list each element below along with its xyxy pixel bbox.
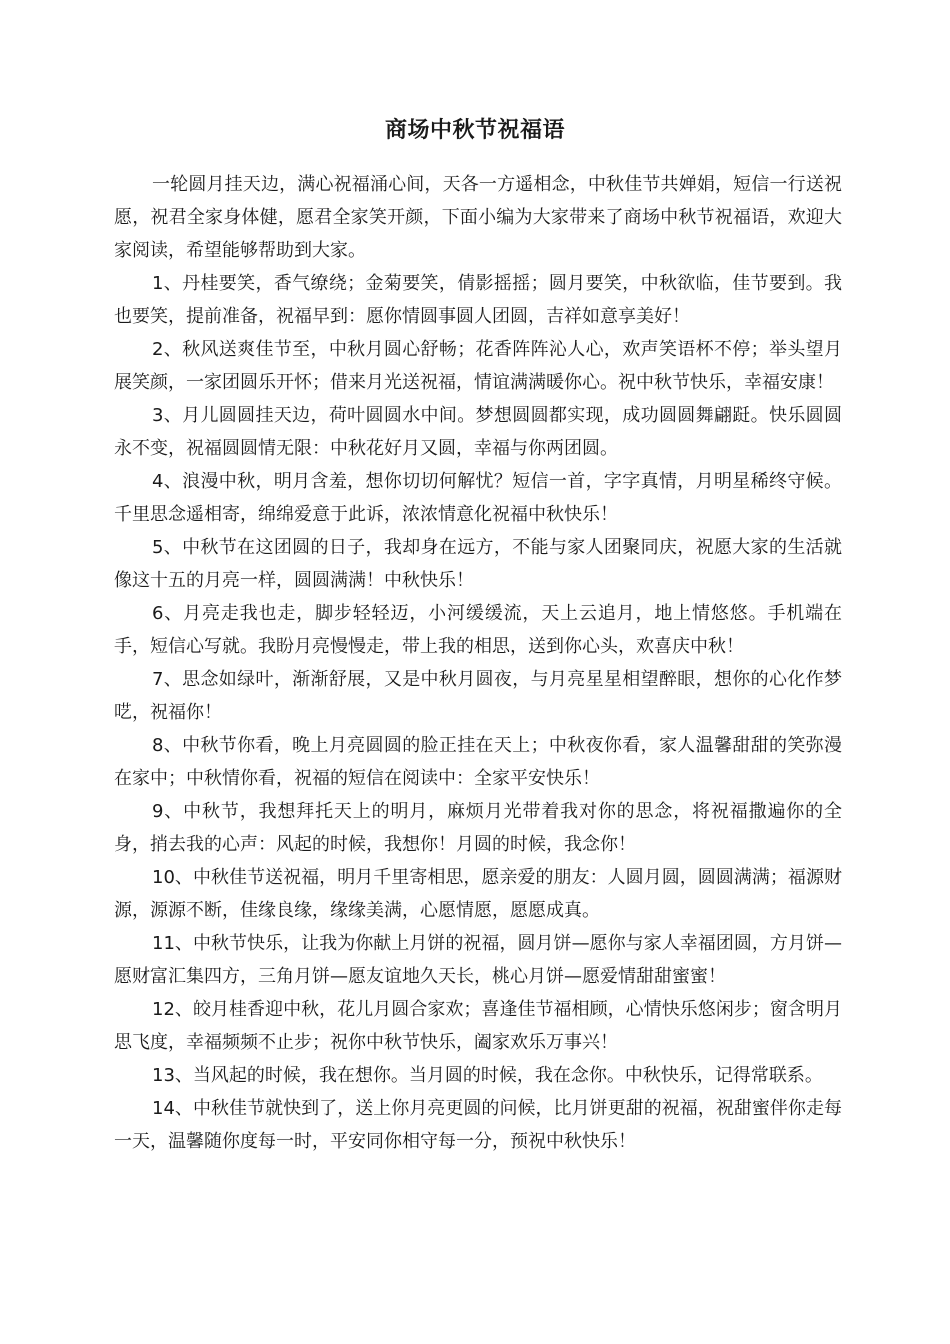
document-body	[114, 168, 842, 1158]
greeting-item: 12、皎月桂香迎中秋，花儿月圆合家欢；喜逢佳节福相顾，心情快乐悠闲步；窗含明月思飞度，幸福频频不止步；祝你中秋节快乐，阖家欢乐万事兴！	[114, 999, 842, 1053]
greeting-item: 8、中秋节你看，晚上月亮圆圆的脸正挂在天上；中秋夜你看，家人温馨甜甜的笑弥漫在家中；中秋情你看，祝福的短信在阅读中：全家平安快乐！	[114, 735, 842, 789]
greeting-item: 10、中秋佳节送祝福，明月千里寄相思，愿亲爱的朋友：人圆月圆，圆圆满满；福源财源，源源不断，佳缘良缘，缘缘美满，心愿情愿，愿愿成真。	[114, 867, 842, 921]
greeting-item: 5、中秋节在这团圆的日子，我却身在远方，不能与家人团聚同庆，祝愿大家的生活就像这十五的月亮一样，圆圆满满！中秋快乐！	[114, 537, 842, 591]
greeting-item: 4、浪漫中秋，明月含羞，想你切切何解忧？短信一首，字字真情，月明星稀终守候。千里思念遥相寄，绵绵爱意于此诉，浓浓情意化祝福中秋快乐！	[114, 471, 842, 525]
document-title: 商场中秋节祝福语	[384, 118, 565, 143]
greeting-item: 2、秋风送爽佳节至，中秋月圆心舒畅；花香阵阵沁人心，欢声笑语杯不停；举头望月展笑颜，一家团圆乐开怀；借来月光送祝福，情谊满满暖你心。祝中秋节快乐，幸福安康！	[114, 339, 842, 393]
greeting-item: 3、月儿圆圆挂天边，荷叶圆圆水中间。梦想圆圆都实现，成功圆圆舞翩跹。快乐圆圆永不变，祝福圆圆情无限：中秋花好月又圆，幸福与你两团圆。	[114, 405, 842, 459]
greeting-item: 6、月亮走我也走，脚步轻轻迈，小河缓缓流，天上云追月，地上情悠悠。手机端在手，短信心写就。我盼月亮慢慢走，带上我的相思，送到你心头，欢喜庆中秋！	[114, 603, 842, 657]
greeting-item: 9、中秋节，我想拜托天上的明月，麻烦月光带着我对你的思念，将祝福撒遍你的全身，捎去我的心声：风起的时候，我想你！月圆的时候，我念你！	[114, 801, 842, 855]
greeting-item: 1、丹桂要笑，香气缭绕；金菊要笑，倩影摇摇；圆月要笑，中秋欲临，佳节要到。我也要笑，提前准备，祝福早到：愿你情圆事圆人团圆，吉祥如意享美好！	[114, 273, 842, 327]
greeting-item: 11、中秋节快乐，让我为你献上月饼的祝福，圆月饼—愿你与家人幸福团圆，方月饼—愿财富汇集四方，三角月饼—愿友谊地久天长，桃心月饼—愿爱情甜甜蜜蜜！	[114, 933, 842, 987]
greeting-item: 14、中秋佳节就快到了，送上你月亮更圆的问候，比月饼更甜的祝福，祝甜蜜伴你走每一天，温馨随你度每一时，平安同你相守每一分，预祝中秋快乐！	[114, 1098, 842, 1152]
greeting-item: 7、思念如绿叶，渐渐舒展，又是中秋月圆夜，与月亮星星相望醉眼，想你的心化作梦呓，祝福你！	[114, 669, 842, 723]
greeting-item: 13、当风起的时候，我在想你。当月圆的时候，我在念你。中秋快乐，记得常联系。	[152, 1065, 823, 1086]
intro-paragraph: 一轮圆月挂天边，满心祝福涌心间，天各一方遥相念，中秋佳节共婵娟，短信一行送祝愿，祝君全家身体健，愿君全家笑开颜，下面小编为大家带来了商场中秋节祝福语，欢迎大家阅读，希望能够帮助到大家。	[114, 174, 842, 261]
